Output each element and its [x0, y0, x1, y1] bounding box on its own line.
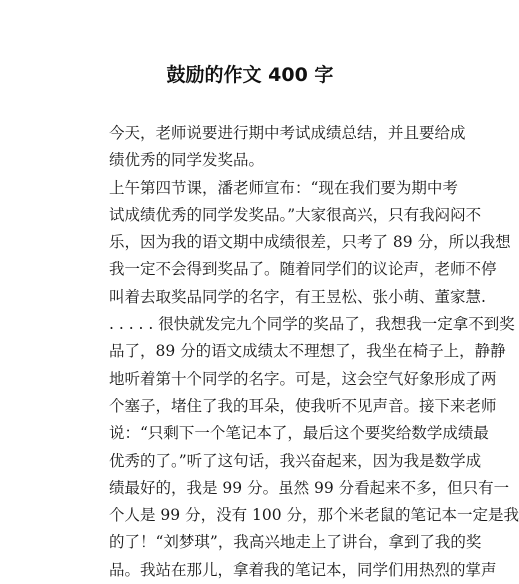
- paragraph-2-line: 上午第四节课，潘老师宣布：“现在我们要为期中考: [109, 178, 458, 197]
- paragraph-2-line: 我一定不会得到奖品了。随着同学们的议论声，老师不停: [109, 260, 497, 279]
- paragraph-2-line: 试成绩优秀的同学发奖品。”大家很高兴，只有我闷闷不: [109, 205, 482, 224]
- paragraph-2-line: 的了！“刘梦琪”，我高兴地走上了讲台，拿到了我的奖: [109, 533, 482, 552]
- paragraph-1: [78, 120, 466, 175]
- paragraph-1-line: 今天，老师说要进行期中考试成绩总结，并且要给成: [109, 124, 466, 142]
- document-title: 鼓励的作文 400 字: [166, 64, 334, 86]
- paragraph-2-line: 优秀的了。”听了这句话，我兴奋起来，因为我是数学成: [109, 451, 482, 470]
- paragraph-2-line: 说：“只剩下一个笔记本了，最后这个要奖给数学成绩最: [109, 424, 489, 443]
- paragraph-2-line: 个塞子，堵住了我的耳朵，使我听不见声音。接下来老师: [109, 396, 497, 415]
- paragraph-2-line: . . . . . 很快就发完九个同学的奖品了，我想我一定拿不到奖: [109, 315, 515, 334]
- paragraph-2-line: 品了，89 分的语文成绩太不理想了，我坐在椅子上，静静: [109, 342, 506, 361]
- document-body: [78, 120, 519, 584]
- paragraph-2-line: 地听着第十个同学的名字。可是，这会空气好象形成了两: [109, 369, 497, 388]
- paragraph-1-line: 绩优秀的同学发奖品。: [109, 151, 265, 170]
- paragraph-2-line: 叫着去取奖品同学的名字，有王昱松、张小萌、董家慧.: [109, 287, 486, 306]
- paragraph-2-line: 乐，因为我的语文期中成绩很差，只考了 89 分，所以我想: [109, 233, 511, 252]
- paragraph-2-line: 绩最好的，我是 99 分。虽然 99 分看起来不多，但只有一: [109, 478, 510, 497]
- paragraph-2: [78, 175, 519, 584]
- paragraph-2-line: 个人是 99 分，没有 100 分，那个米老鼠的笔记本一定是我: [109, 506, 519, 525]
- paragraph-2-line: 品。我站在那儿，拿着我的笔记本，同学们用热烈的掌声: [109, 560, 497, 579]
